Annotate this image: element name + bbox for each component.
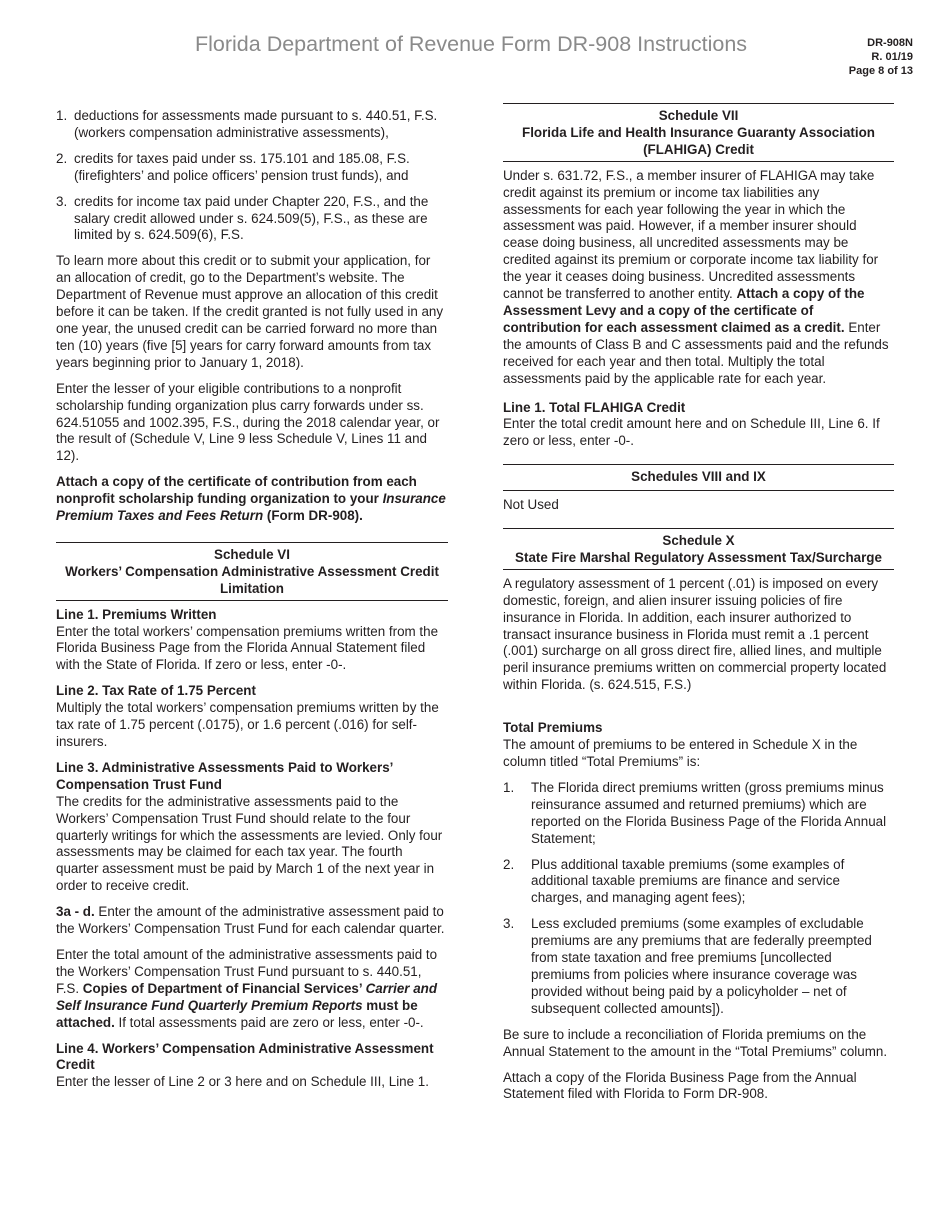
not-used-text: Not Used: [503, 497, 559, 513]
line-3-heading: Line 3. Administrative Assessments Paid to Workers’ Compensation Trust Fund: [56, 759, 393, 792]
schedules-viii-ix-heading: Schedules VIII and IX: [503, 464, 894, 491]
list-number: 3.: [503, 916, 515, 932]
list-item: [503, 780, 894, 848]
paragraph-text: Under s. 631.72, F.S., a member insurer of FLAHIGA may take credit against its premium or income tax liabilities any assessments for each year following the year in which the assessment was paid. However, if a member insurer should cease doing business, all uncredited assessments may be credited against its premium or corporate income tax liability for the year it ceases doing business. Uncredited assessments cannot be transferred to another entity.: [503, 167, 879, 302]
schedule-title: Schedule VII: [658, 108, 739, 123]
attach-text-end: (Form DR-908).: [263, 508, 363, 524]
schedule-vi-heading: [56, 542, 448, 601]
schedule-subtitle: Florida Life and Health Insurance Guaranty Association (FLAHIGA) Credit: [522, 124, 875, 157]
schedule-title: Schedule VI: [214, 546, 290, 562]
paragraph-bold: must be attached.: [56, 997, 418, 1030]
paragraph-text: Enter the amounts of Class B and C assessments paid and the refunds received for each year and then total. Multiply the total assessments paid by the applicable rate for each year.: [503, 319, 889, 386]
attach-certificate-paragraph: [56, 474, 448, 525]
attach-text: Attach a copy of the certificate of contribution from each nonprofit scholarship funding organization to your: [56, 474, 417, 507]
report-title: Carrier and Self Insurance Fund Quarterly Premium Reports: [56, 980, 438, 1013]
schedule-subtitle: State Fire Marshal Regulatory Assessment Tax/Surcharge: [515, 549, 882, 565]
limitation-list: [56, 108, 448, 244]
list-text: credits for taxes paid under ss. 175.101 and 185.08, F.S. (firefighters’ and police officers’ pension trust funds), and: [74, 150, 410, 183]
list-item: [503, 916, 894, 1017]
credit-info-paragraph: To learn more about this credit or to submit your application, for an allocation of credit, go to the Department’s website. The Department of Revenue must approve an allocation of this credit before it can be taken. If the credit granted is not fully used in any one year, the unused credit can be carried forward no more than ten (10) years (five [5] years for carry forward amounts from tax years beginning prior to January 1, 2018).: [56, 253, 444, 370]
list-text: Plus additional taxable premiums (some examples of additional taxable premiums are finance and service charges, and managing agent fees);: [531, 856, 845, 906]
flahiga-line-1-text: Enter the total credit amount here and on Schedule III, Line 6. If zero or less, enter -0-.: [503, 416, 880, 449]
list-text: deductions for assessments made pursuant to s. 440.51, F.S. (workers compensation administrative assessments),: [74, 108, 438, 140]
reconciliation-paragraph: Be sure to include a reconciliation of Florida premiums on the Annual Statement to the amount in the “Total Premiums” column.: [503, 1026, 888, 1059]
list-number: 1.: [56, 108, 68, 123]
paragraph-bold: Attach a copy of the Assessment Levy and a copy of the certificate of contribution for each assessment claimed as a credit.: [503, 286, 865, 335]
list-item: [56, 151, 448, 185]
regulatory-assessment-paragraph: A regulatory assessment of 1 percent (.01) is imposed on every domestic, foreign, and alien insurer issuing policies of fire insurance in Florida. In addition, each insurer authorized to transact insurance business in Florida must remit a .1 percent (.001) surcharge on all gross direct fire, allied lines, and multiple peril insurance premiums written on commercial property located within Florida. (s. 624.515, F.S.): [503, 575, 887, 693]
list-text: The Florida direct premiums written (gross premiums minus reinsurance assumed and returned premiums) which are reported on the Florida Business Page of the Florida Annual Statement;: [531, 779, 887, 846]
form-meta: [849, 36, 913, 78]
line-1-heading: Line 1. Premiums Written: [56, 606, 217, 622]
list-text: credits for income tax paid under Chapter 220, F.S., and the salary credit allowed under s. 624.509(5), F.S., as these are limited by s. 624.509(6), F.S.: [74, 193, 429, 243]
list-number: 1.: [503, 779, 515, 795]
paragraph-text: Enter the total amount of the administrative assessments paid to the Workers’ Compensation Trust Fund pursuant to s. 440.51, F.S.: [56, 946, 438, 996]
list-text: Less excluded premiums (some examples of excludable premiums are any premiums that are federally preempted from state taxation and free premiums [uncollected premiums from policies where insurance coverage was provided without being paid by a policyholder – net of subsequent collected amounts]).: [531, 916, 872, 1016]
schedule-subtitle: Workers’ Compensation Administrative Assessment Credit Limitation: [65, 563, 439, 596]
premiums-list: [503, 780, 894, 1018]
line-3a-d-label: 3a - d.: [56, 904, 95, 920]
line-4-heading: Line 4. Workers’ Compensation Administrative Assessment Credit: [56, 1040, 434, 1073]
list-number: 2.: [56, 150, 68, 166]
right-column: [503, 103, 894, 1112]
list-item: [56, 194, 448, 245]
line-2-heading: Line 2. Tax Rate of 1.75 Percent: [56, 683, 256, 699]
total-premiums-heading: Total Premiums: [503, 720, 603, 736]
revision-date: R. 01/19: [871, 51, 913, 63]
list-number: 3.: [56, 193, 68, 209]
list-item: [503, 857, 894, 908]
flahiga-paragraph: [503, 168, 894, 388]
attach-business-page-paragraph: Attach a copy of the Florida Business Page from the Annual Statement filed with Florida to Form DR-908.: [503, 1069, 857, 1102]
flahiga-line-1-heading: Line 1. Total FLAHIGA Credit: [503, 399, 686, 415]
list-item: [56, 108, 448, 142]
form-id: DR-908N: [867, 37, 913, 49]
schedule-x-heading: [503, 528, 894, 570]
line-4-text: Enter the lesser of Line 2 or 3 here and on Schedule III, Line 1.: [56, 1074, 429, 1090]
left-column: [56, 108, 448, 1100]
page-number: Page 8 of 13: [848, 65, 913, 77]
page-title: Florida Department of Revenue Form DR-908 Instructions: [195, 32, 748, 56]
total-premiums-text: The amount of premiums to be entered in Schedule X in the column titled “Total Premiums” is:: [503, 737, 858, 769]
schedule-vii-heading: [503, 103, 894, 162]
line-2-text: Multiply the total workers’ compensation premiums written by the tax rate of 1.75 percent (.0175), or 1.6 percent (.016) for self-insurers.: [56, 700, 439, 749]
schedule-title: Schedule X: [662, 533, 735, 549]
paragraph-bold: Copies of Department of Financial Services’: [82, 980, 366, 996]
line-3a-d-paragraph: [56, 904, 448, 938]
list-number: 2.: [503, 856, 515, 872]
line-1-text: Enter the total workers’ compensation premiums written from the Florida Business Page from the Florida Annual Statement filed with the State of Florida. If zero or less, enter -0-.: [56, 623, 439, 673]
lesser-of-paragraph: Enter the lesser of your eligible contributions to a nonprofit scholarship funding organization plus carry forwards under ss. 624.51055 and 1002.395, F.S., during the 2018 calendar year, or the result of (Schedule V, Line 9 less Schedule V, Lines 11 and 12).: [56, 380, 440, 464]
paragraph-text: If total assessments paid are zero or less, enter -0-.: [114, 1014, 424, 1030]
total-assessments-paragraph: [56, 947, 448, 1032]
line-3a-d-text: Enter the amount of the administrative assessment paid to the Workers’ Compensation Trust Fund for each calendar quarter.: [56, 904, 445, 937]
return-title: Insurance Premium Taxes and Fees Return: [56, 491, 446, 524]
line-3-text: The credits for the administrative assessments paid to the Workers’ Compensation Trust Fund should relate to the four quarterly writings for which the assessments are levied. Only four assessments may be claimed for each tax year. The fourth quarter assessment must be paid by March 1 of the next year in order to receive credit.: [56, 793, 443, 894]
